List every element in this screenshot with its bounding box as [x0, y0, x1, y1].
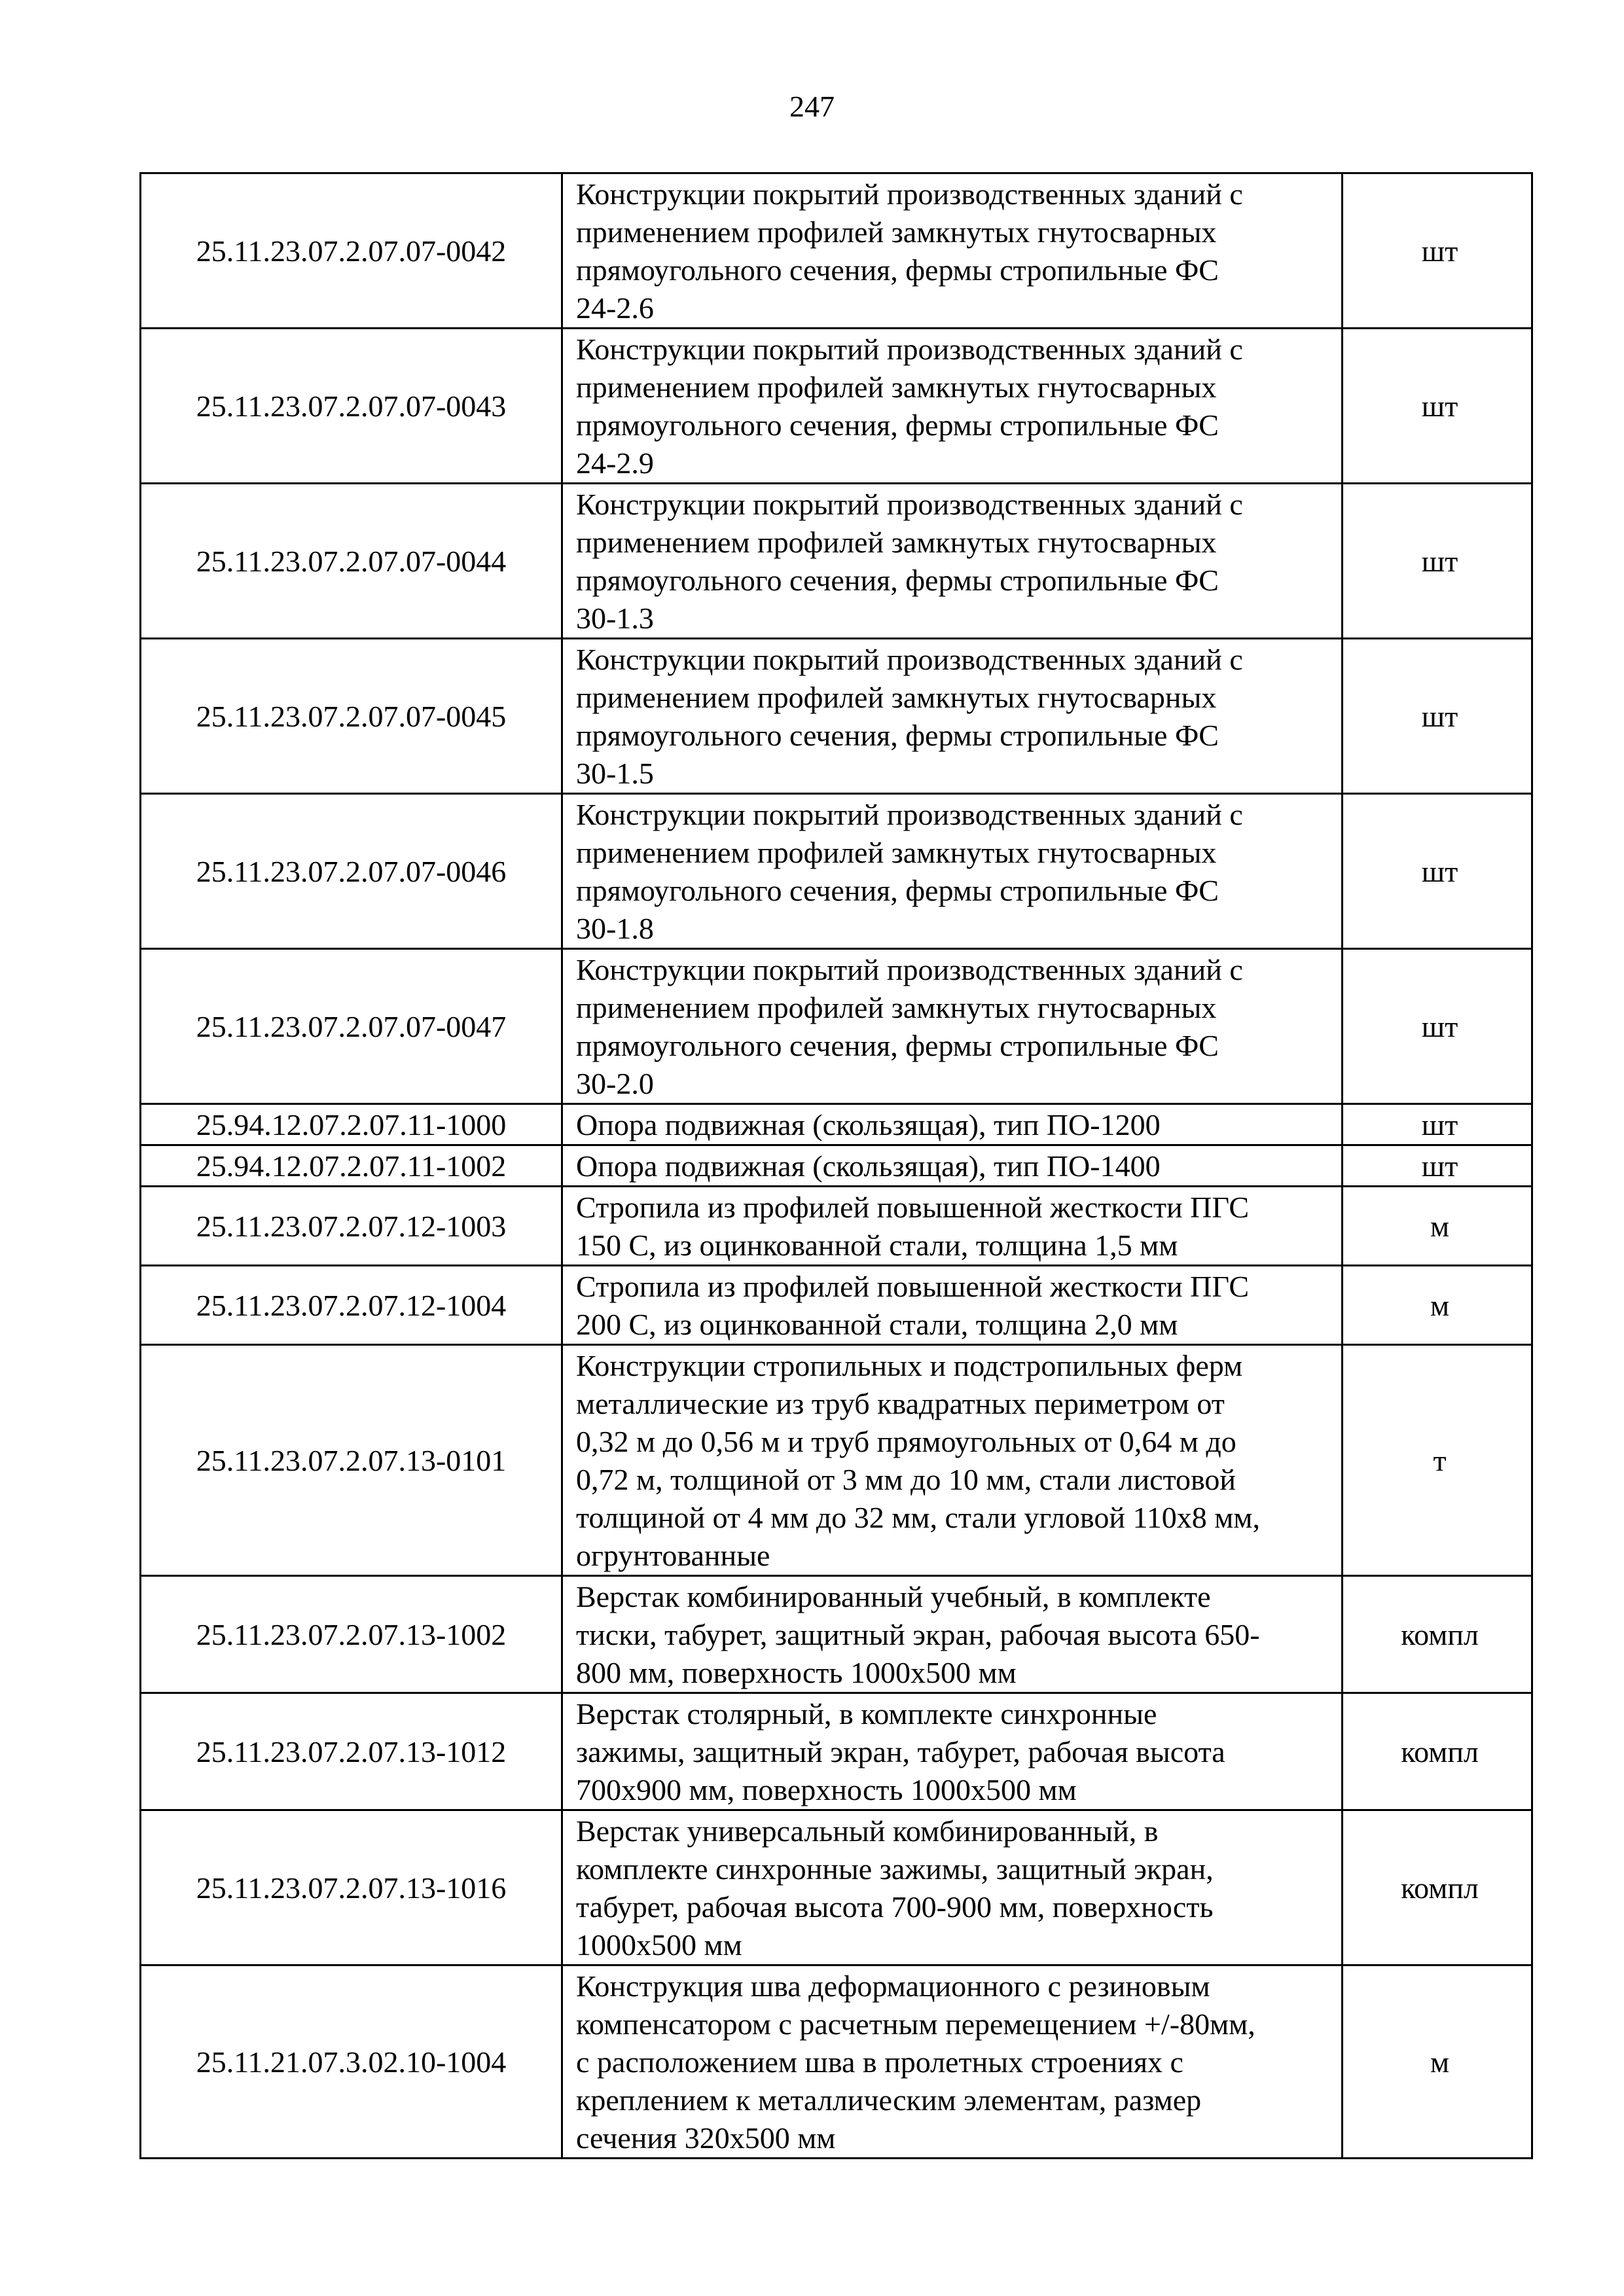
resource-name-line: 700x900 мм, поверхность 1000x500 мм — [576, 1773, 1077, 1806]
resource-unit: м — [1343, 1965, 1532, 2159]
resource-name-line: прямоугольного сечения, фермы стропильные ФС — [576, 1029, 1219, 1062]
table-row — [141, 1345, 1532, 1576]
resource-unit: шт — [1343, 1104, 1532, 1145]
resource-name-line: применением профилей замкнутых гнутосварных — [576, 681, 1217, 714]
resource-name-line: Конструкции покрытий производственных зданий с — [576, 643, 1243, 676]
resource-unit: т — [1343, 1345, 1532, 1576]
resource-name-line: применением профилей замкнутых гнутосварных — [576, 215, 1217, 249]
resource-name-line: толщиной от 4 мм до 32 мм, стали угловой 110x8 мм, — [576, 1501, 1260, 1534]
resource-name-line: Конструкции покрытий производственных зданий с — [576, 177, 1243, 211]
resource-code: 25.11.23.07.2.07.13-1002 — [141, 1576, 562, 1693]
resource-unit: шт — [1343, 1145, 1532, 1187]
resource-code: 25.11.23.07.2.07.07-0047 — [141, 949, 562, 1104]
resource-name-line: Конструкции покрытий производственных зданий с — [576, 332, 1243, 366]
resource-name-line: применением профилей замкнутых гнутосварных — [576, 526, 1217, 559]
resource-name-line: 24-2.6 — [576, 291, 654, 325]
resource-name-line: комплекте синхронные зажимы, защитный экран, — [576, 1852, 1214, 1886]
resource-name-line: Стропила из профилей повышенной жесткости ПГС — [576, 1270, 1250, 1303]
resource-name — [562, 1345, 1343, 1576]
table-row — [141, 1576, 1532, 1693]
resource-unit: м — [1343, 1187, 1532, 1266]
resource-code: 25.11.23.07.2.07.13-1016 — [141, 1810, 562, 1965]
resource-name-line: Конструкции стропильных и подстропильных ферм — [576, 1349, 1243, 1382]
resource-name — [562, 1576, 1343, 1693]
resource-name-line: огрунтованные — [576, 1539, 770, 1572]
resource-name — [562, 484, 1343, 639]
resource-code: 25.11.23.07.2.07.13-0101 — [141, 1345, 562, 1576]
resource-name-line: 150 С, из оцинкованной стали, толщина 1,5 мм — [576, 1229, 1178, 1262]
resource-code: 25.94.12.07.2.07.11-1002 — [141, 1145, 562, 1187]
resource-name-line: 800 мм, поверхность 1000x500 мм — [576, 1656, 1017, 1689]
resource-name — [562, 1693, 1343, 1810]
resource-unit: компл — [1343, 1693, 1532, 1810]
resource-code: 25.11.23.07.2.07.07-0043 — [141, 329, 562, 484]
resource-name — [562, 329, 1343, 484]
resource-name-line: применением профилей замкнутых гнутосварных — [576, 991, 1217, 1024]
resource-table — [139, 172, 1533, 2159]
resource-name-line: 30-1.8 — [576, 912, 654, 945]
page-number: 247 — [789, 90, 835, 123]
resource-code: 25.11.23.07.2.07.07-0046 — [141, 794, 562, 949]
resource-name-line: Стропила из профилей повышенной жесткости ПГС — [576, 1191, 1250, 1224]
resource-name-line: табурет, рабочая высота 700-900 мм, поверхность — [576, 1890, 1214, 1924]
table-row — [141, 794, 1532, 949]
resource-name-line: 30-1.5 — [576, 757, 654, 790]
resource-name — [562, 1145, 1343, 1187]
table-row — [141, 949, 1532, 1104]
resource-code: 25.11.21.07.3.02.10-1004 — [141, 1965, 562, 2159]
resource-name-line: зажимы, защитный экран, табурет, рабочая высота — [576, 1735, 1225, 1768]
resource-name-line: прямоугольного сечения, фермы стропильные ФС — [576, 874, 1219, 907]
resource-name-line: 0,72 м, толщиной от 3 мм до 10 мм, стали листовой — [576, 1463, 1236, 1496]
resource-name-line: Верстак столярный, в комплекте синхронные — [576, 1697, 1157, 1731]
resource-name-line: сечения 320x500 мм — [576, 2121, 836, 2155]
resource-name-line: применением профилей замкнутых гнутосварных — [576, 836, 1217, 869]
resource-unit: шт — [1343, 794, 1532, 949]
resource-code: 25.11.23.07.2.07.07-0042 — [141, 173, 562, 329]
resource-name — [562, 173, 1343, 329]
table-row — [141, 1810, 1532, 1965]
table-row — [141, 173, 1532, 329]
resource-unit: шт — [1343, 639, 1532, 794]
resource-name — [562, 794, 1343, 949]
resource-unit: шт — [1343, 173, 1532, 329]
resource-unit: компл — [1343, 1576, 1532, 1693]
resource-unit: шт — [1343, 484, 1532, 639]
resource-code: 25.11.23.07.2.07.07-0045 — [141, 639, 562, 794]
table-row — [141, 1965, 1532, 2159]
resource-name-line: 200 С, из оцинкованной стали, толщина 2,0 мм — [576, 1308, 1178, 1341]
resource-name-line: прямоугольного сечения, фермы стропильные ФС — [576, 408, 1219, 442]
table-row — [141, 1145, 1532, 1187]
resource-name-line: Конструкция шва деформационного с резиновым — [576, 1969, 1210, 2003]
table-row — [141, 329, 1532, 484]
resource-name-line: Верстак комбинированный учебный, в комплекте — [576, 1580, 1211, 1613]
resource-name — [562, 639, 1343, 794]
resource-name-line: Конструкции покрытий производственных зданий с — [576, 953, 1243, 986]
resource-name-line: Конструкции покрытий производственных зданий с — [576, 488, 1243, 521]
resource-name-line: креплением к металлическим элементам, размер — [576, 2083, 1202, 2117]
resource-name-line: Опора подвижная (скользящая), тип ПО-1400 — [576, 1149, 1161, 1183]
table-body — [141, 173, 1532, 2159]
resource-name — [562, 1266, 1343, 1345]
table-row — [141, 1693, 1532, 1810]
resource-name-line: 24-2.9 — [576, 446, 654, 480]
resource-name-line: прямоугольного сечения, фермы стропильные ФС — [576, 564, 1219, 597]
table-row — [141, 639, 1532, 794]
resource-unit: м — [1343, 1266, 1532, 1345]
resource-code: 25.11.23.07.2.07.12-1003 — [141, 1187, 562, 1266]
table-row — [141, 484, 1532, 639]
resource-name-line: прямоугольного сечения, фермы стропильные ФС — [576, 253, 1219, 287]
resource-name — [562, 1965, 1343, 2159]
resource-name-line: Верстак универсальный комбинированный, в — [576, 1814, 1159, 1848]
resource-unit: шт — [1343, 949, 1532, 1104]
resource-name-line: прямоугольного сечения, фермы стропильные ФС — [576, 719, 1219, 752]
resource-code: 25.11.23.07.2.07.12-1004 — [141, 1266, 562, 1345]
resource-unit: компл — [1343, 1810, 1532, 1965]
resource-name — [562, 1104, 1343, 1145]
resource-name-line: 1000x500 мм — [576, 1928, 742, 1962]
resource-name-line: 30-1.3 — [576, 601, 654, 635]
resource-name-line: тиски, табурет, защитный экран, рабочая высота 650- — [576, 1618, 1260, 1651]
resource-unit: шт — [1343, 329, 1532, 484]
resource-name-line: 30-2.0 — [576, 1067, 654, 1100]
resource-name-line: 0,32 м до 0,56 м и труб прямоугольных от 0,64 м до — [576, 1425, 1236, 1458]
resource-name — [562, 1810, 1343, 1965]
resource-name — [562, 1187, 1343, 1266]
resource-name-line: Опора подвижная (скользящая), тип ПО-1200 — [576, 1108, 1161, 1141]
resource-name-line: металлические из труб квадратных периметром от — [576, 1387, 1225, 1420]
resource-name-line: компенсатором с расчетным перемещением +/-80мм, — [576, 2007, 1255, 2041]
table-row — [141, 1187, 1532, 1266]
resource-name — [562, 949, 1343, 1104]
resource-name-line: применением профилей замкнутых гнутосварных — [576, 370, 1217, 404]
resource-code: 25.94.12.07.2.07.11-1000 — [141, 1104, 562, 1145]
table-row — [141, 1266, 1532, 1345]
table-row — [141, 1104, 1532, 1145]
resource-code: 25.11.23.07.2.07.13-1012 — [141, 1693, 562, 1810]
resource-code: 25.11.23.07.2.07.07-0044 — [141, 484, 562, 639]
resource-name-line: Конструкции покрытий производственных зданий с — [576, 798, 1243, 831]
resource-name-line: с расположением шва в пролетных строениях с — [576, 2045, 1183, 2079]
